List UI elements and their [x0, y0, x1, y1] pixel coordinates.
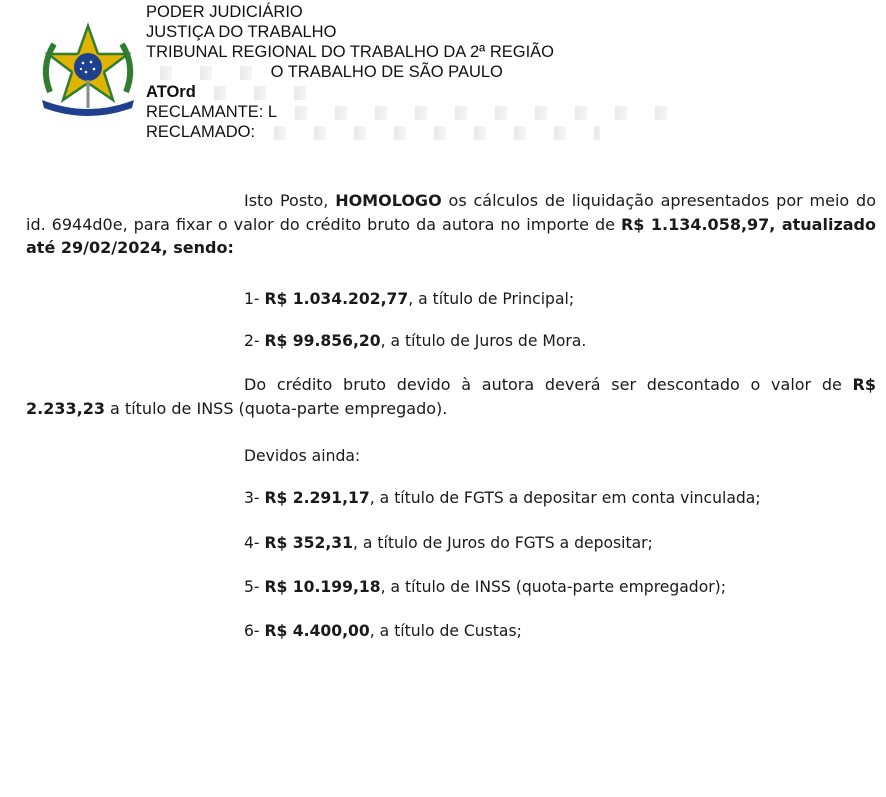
- brazil-coat-of-arms-icon: [36, 22, 140, 118]
- redaction: [200, 86, 330, 100]
- list-item: 1- R$ 1.034.202,77, a título de Principal;: [244, 290, 575, 308]
- header-line-judiciary: PODER JUDICIÁRIO: [146, 3, 303, 21]
- list-item: 4- R$ 352,31, a título de Juros do FGTS a depositar;: [244, 534, 653, 552]
- document-header: [0, 0, 886, 150]
- paragraph-also-due: Devidos ainda:: [244, 447, 361, 465]
- list-item: 6- R$ 4.400,00, a título de Custas;: [244, 622, 522, 640]
- header-line-tribunal: TRIBUNAL REGIONAL DO TRABALHO DA 2ª REGIÃO: [146, 43, 555, 61]
- list-item: 3- R$ 2.291,17, a título de FGTS a depositar em conta vinculada;: [244, 489, 761, 507]
- header-line-court: O TRABALHO DE SÃO PAULO: [146, 62, 671, 82]
- list-item: 5- R$ 10.199,18, a título de INSS (quota-parte empregador);: [244, 578, 726, 596]
- paragraph-inss-deduction: Do crédito bruto devido à autora deverá ser descontado o valor de R$ 2.233,23 a título de INSS (quota-parte empregado).: [26, 375, 876, 418]
- redaction: [281, 106, 671, 120]
- header-line-justice: JUSTIÇA DO TRABALHO: [146, 23, 337, 41]
- redaction: [146, 66, 266, 80]
- header-lines: [146, 2, 671, 142]
- header-line-plaintiff: RECLAMANTE: L: [146, 102, 671, 122]
- header-line-case: ATOrd: [146, 82, 671, 102]
- list-item: 2- R$ 99.856,20, a título de Juros de Mora.: [244, 332, 587, 350]
- header-line-defendant: RECLAMADO:: [146, 122, 671, 142]
- paragraph-homologation: Isto Posto, HOMOLOGO os cálculos de liquidação apresentados por meio do id. 6944d0e, para fixar o valor do crédito bruto da autora no importe de R$ 1.134.058,97, atualizado até 29/02/2024, sendo:: [26, 191, 877, 257]
- redaction: [260, 126, 600, 140]
